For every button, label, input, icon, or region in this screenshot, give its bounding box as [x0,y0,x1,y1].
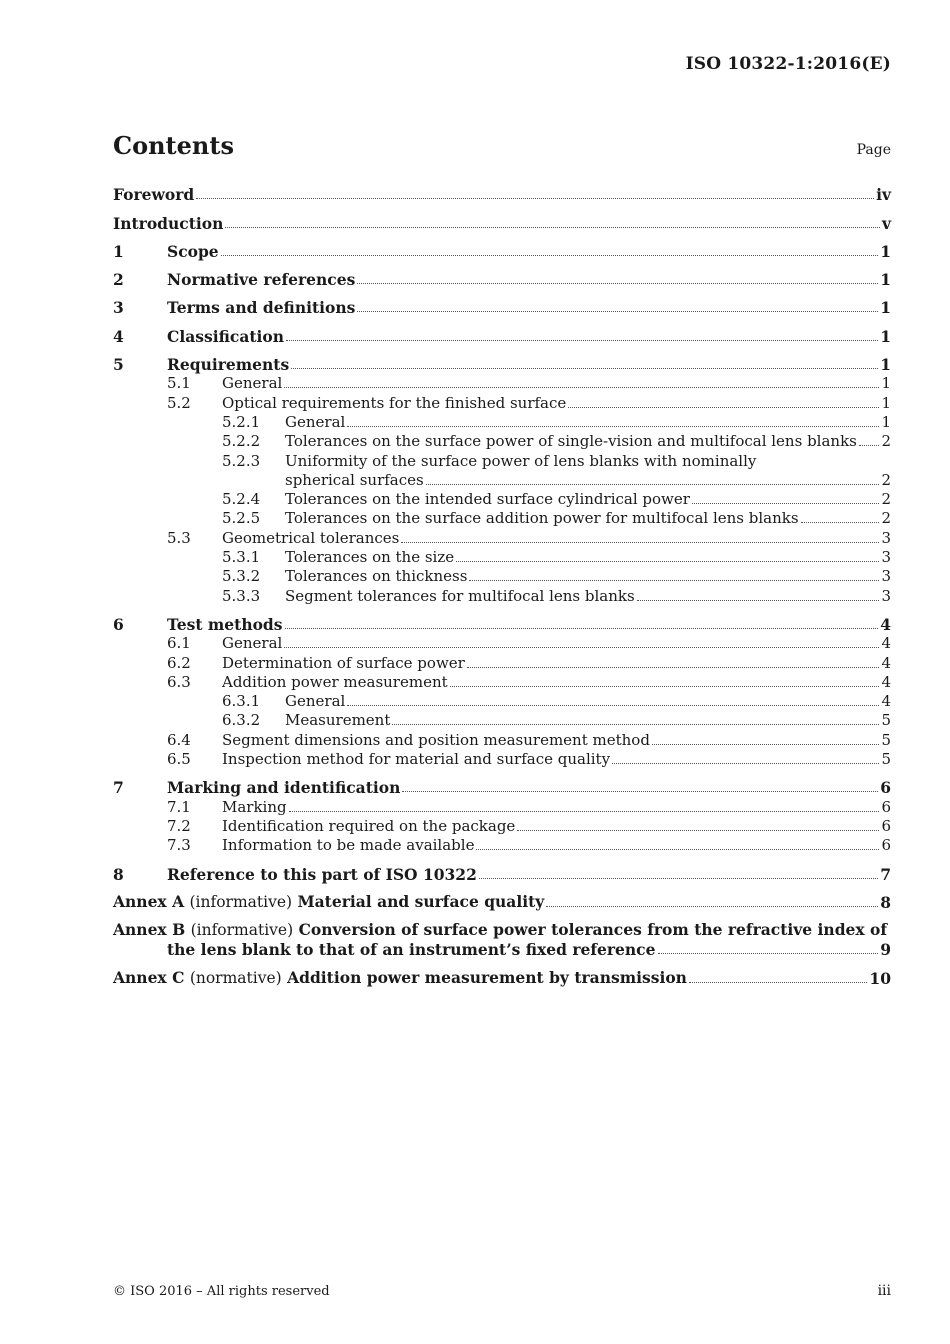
toc-entry-6-4[interactable] [113,730,891,749]
toc-entry-page: 1 [881,412,891,431]
dot-leader [225,227,880,228]
toc-entry-6-1[interactable] [113,634,891,653]
toc-entry-5-2-4[interactable] [113,490,891,509]
toc-entry-number: 5.3 [167,528,191,547]
toc-entry-page: 6 [881,816,891,835]
annex-kind: (informative) [190,921,294,940]
annex-kind: (normative) [189,968,282,987]
toc-entry-5-2-3-line1[interactable] [113,451,891,470]
dot-leader [652,744,880,745]
toc-entry-page: 2 [881,509,891,528]
toc-entry-annex-b-line1[interactable] [113,921,891,940]
toc-entry-foreword[interactable] [113,185,891,204]
toc-entry-page: 5 [881,711,891,730]
toc-entry-title: Tolerances on the surface power of single-vision and multifocal lens blanks [285,432,857,451]
toc-entry-number: 5.3.3 [222,586,261,605]
dot-leader [450,686,880,687]
toc-entry-page: 3 [881,567,891,586]
toc-entry-title-continued: spherical surfaces [285,470,424,489]
toc-entry-title: Segment tolerances for multifocal lens blanks [285,586,635,605]
toc-entry-title: General [285,412,346,431]
dot-leader [289,811,880,812]
dot-leader [692,503,880,504]
toc-entry-6-3-1[interactable] [113,692,891,711]
toc-entry-title: Tolerances on the size [285,548,455,567]
toc-entry-5-2-5[interactable] [113,509,891,528]
toc-entry-page: 2 [881,432,891,451]
toc-entry-page: 8 [880,892,891,912]
toc-entry-page: 6 [881,836,891,855]
dot-leader [517,830,879,831]
document-id: ISO 10322-1:2016(E) [685,54,891,74]
toc-entry-title: Reference to this part of ISO 10322 [167,864,477,884]
toc-entry-title: Tolerances on the surface addition power for multifocal lens blanks [285,509,799,528]
toc-entry-page: 1 [881,374,891,393]
toc-entry-6-3[interactable] [113,673,891,692]
dot-leader [357,311,878,312]
toc-entry-number: 7.1 [167,797,191,816]
toc-annex-label-group [113,892,544,912]
toc-entry-title: Normative references [167,270,356,290]
toc-entry-6-3-2[interactable] [113,711,891,730]
toc-entry-title: Identification required on the package [222,816,516,835]
toc-entry-title: General [222,374,283,393]
toc-entry-page: 7 [880,864,891,884]
toc-entry-number: 6.1 [167,634,191,653]
dot-leader [476,849,879,850]
toc-entry-number: 6.5 [167,750,191,769]
page-title: Contents [113,131,234,160]
toc-entry-page: 4 [880,614,891,634]
annex-kind: (informative) [189,892,293,911]
dot-leader [456,561,879,562]
toc-entry-title: Addition power measurement [222,672,448,691]
toc-entry-title: Information to be made available [222,836,475,855]
toc-entry-title: General [222,634,283,653]
toc-entry-5-3-1[interactable] [113,548,891,567]
toc-entry-title: Uniformity of the surface power of lens blanks with nominally [285,451,757,470]
toc-annex-label-group [113,920,887,940]
toc-entry-title: Conversion of surface power tolerances from the refractive index of [298,920,888,940]
toc-entry-title: Material and surface quality [297,891,545,911]
toc-entry-number: 7.2 [167,816,191,835]
toc-entry-page: 10 [869,968,891,988]
toc-entry-title: Measurement [285,711,391,730]
toc-entry-5-2-3-line2[interactable] [113,471,891,490]
toc-entry-title: Marking [222,797,287,816]
toc-entry-number: 6.3 [167,672,191,691]
dot-leader [546,906,878,907]
toc-entry-annex-c[interactable] [113,968,891,987]
toc-entry-title: Marking and identification [167,778,401,798]
toc-entry-number: 5.3.2 [222,567,261,586]
toc-entry-clause-7[interactable] [113,778,891,797]
toc-entry-title: Scope [167,241,219,261]
toc-entry-page: 4 [881,634,891,653]
dot-leader [859,445,880,446]
toc-entry-clause-2[interactable] [113,270,891,289]
annex-label: Annex C [113,967,185,987]
toc-entry-page: 4 [881,692,891,711]
toc-entry-number: 6.3.1 [222,692,261,711]
toc-entry-page: 5 [881,730,891,749]
toc-entry-annex-a[interactable] [113,893,891,912]
toc-entry-page: 2 [881,470,891,489]
toc-entry-5-2[interactable] [113,393,891,412]
toc-entry-clause-8[interactable] [113,864,891,883]
dot-leader [347,705,879,706]
toc-entry-number: 5.2.2 [222,432,261,451]
page-column-label: Page [856,142,891,158]
toc-entry-number: 7.3 [167,836,191,855]
toc-entry-5-1[interactable] [113,374,891,393]
toc-entry-page: 1 [880,270,891,290]
toc-entry-page: 1 [880,355,891,375]
dot-leader [196,198,874,199]
toc-entry-introduction[interactable] [113,213,891,232]
toc-entry-number: 5 [113,355,124,375]
toc-entry-title: Tolerances on thickness [285,567,468,586]
footer-copyright: © ISO 2016 – All rights reserved [113,1284,330,1299]
toc-entry-clause-5[interactable] [113,355,891,374]
toc-entry-7-2[interactable] [113,817,891,836]
toc-entry-number: 4 [113,326,124,346]
footer-page-number: iii [877,1283,891,1299]
toc-entry-title: General [285,692,346,711]
toc-entry-7-3[interactable] [113,836,891,855]
toc-entry-number: 5.2 [167,393,191,412]
dot-leader [479,878,878,879]
table-of-contents [113,185,891,988]
annex-label: Annex B [113,920,186,940]
dot-leader [612,763,879,764]
toc-entry-number: 5.2.4 [222,490,261,509]
toc-entry-5-2-1[interactable] [113,413,891,432]
toc-entry-7-1[interactable] [113,797,891,816]
toc-entry-number: 5.2.1 [222,412,261,431]
toc-entry-title: Determination of surface power [222,653,465,672]
dot-leader [568,407,879,408]
toc-entry-page: 3 [881,586,891,605]
toc-entry-clause-3[interactable] [113,298,891,317]
dot-leader [284,387,879,388]
toc-entry-page: 1 [881,393,891,412]
toc-entry-page: 3 [881,528,891,547]
toc-annex-label-group [113,968,687,988]
toc-entry-number: 5.1 [167,374,191,393]
toc-entry-title: Segment dimensions and position measurement method [222,730,650,749]
toc-entry-number: 3 [113,298,124,318]
toc-entry-title-continued: the lens blank to that of an instrument’s fixed reference [167,940,656,960]
dot-leader [426,484,880,485]
toc-entry-page: 1 [880,241,891,261]
toc-entry-page: 3 [881,548,891,567]
dot-leader [221,255,879,256]
toc-entry-title: Classification [167,326,285,346]
dot-leader [392,724,879,725]
toc-entry-page: 5 [881,750,891,769]
annex-label: Annex A [113,891,185,911]
toc-entry-page: iv [876,185,891,205]
dot-leader [286,340,878,341]
toc-entry-page: 6 [880,778,891,798]
dot-leader [469,580,879,581]
toc-entry-title: Inspection method for material and surface quality [222,750,611,769]
toc-entry-title: Introduction [113,213,224,233]
toc-entry-number: 1 [113,241,124,261]
dot-leader [402,791,878,792]
toc-entry-number: 7 [113,778,124,798]
toc-entry-clause-6[interactable] [113,615,891,634]
toc-entry-5-2-2[interactable] [113,432,891,451]
toc-entry-page: 9 [880,940,891,960]
toc-entry-5-3[interactable] [113,528,891,547]
dot-leader [689,982,867,983]
toc-entry-title: Addition power measurement by transmission [287,967,687,987]
toc-entry-page: 4 [881,672,891,691]
dot-leader [801,522,880,523]
toc-entry-title: Tolerances on the intended surface cylindrical power [285,490,690,509]
dot-leader [291,368,878,369]
dot-leader [637,600,880,601]
toc-entry-title: Foreword [113,185,195,205]
toc-entry-number: 5.2.5 [222,509,261,528]
toc-entry-page: v [881,213,891,233]
toc-entry-number: 8 [113,864,124,884]
dot-leader [357,283,878,284]
toc-entry-5-3-3[interactable] [113,586,891,605]
toc-entry-number: 5.3.1 [222,548,261,567]
toc-entry-number: 2 [113,270,124,290]
dot-leader [284,647,879,648]
toc-entry-number: 5.2.3 [222,451,261,470]
toc-entry-title: Requirements [167,355,290,375]
toc-entry-6-2[interactable] [113,653,891,672]
dot-leader [401,542,879,543]
toc-entry-title: Geometrical tolerances [222,528,400,547]
dot-leader [658,953,879,954]
toc-entry-page: 2 [881,490,891,509]
dot-leader [467,667,880,668]
toc-entry-clause-4[interactable] [113,326,891,345]
toc-entry-page: 6 [881,797,891,816]
toc-entry-6-5[interactable] [113,750,891,769]
dot-leader [347,426,879,427]
toc-entry-title: Optical requirements for the finished surface [222,393,567,412]
toc-entry-5-3-2[interactable] [113,567,891,586]
toc-entry-title: Terms and definitions [167,298,356,318]
dot-leader [285,628,879,629]
toc-entry-number: 6.3.2 [222,711,261,730]
toc-entry-number: 6.4 [167,730,191,749]
toc-entry-clause-1[interactable] [113,242,891,261]
toc-entry-title: Test methods [167,614,283,634]
toc-entry-page: 4 [881,653,891,672]
toc-entry-number: 6.2 [167,653,191,672]
toc-entry-page: 1 [880,326,891,346]
toc-entry-annex-b-line2[interactable] [113,940,891,959]
toc-entry-number: 6 [113,614,124,634]
toc-entry-page: 1 [880,298,891,318]
